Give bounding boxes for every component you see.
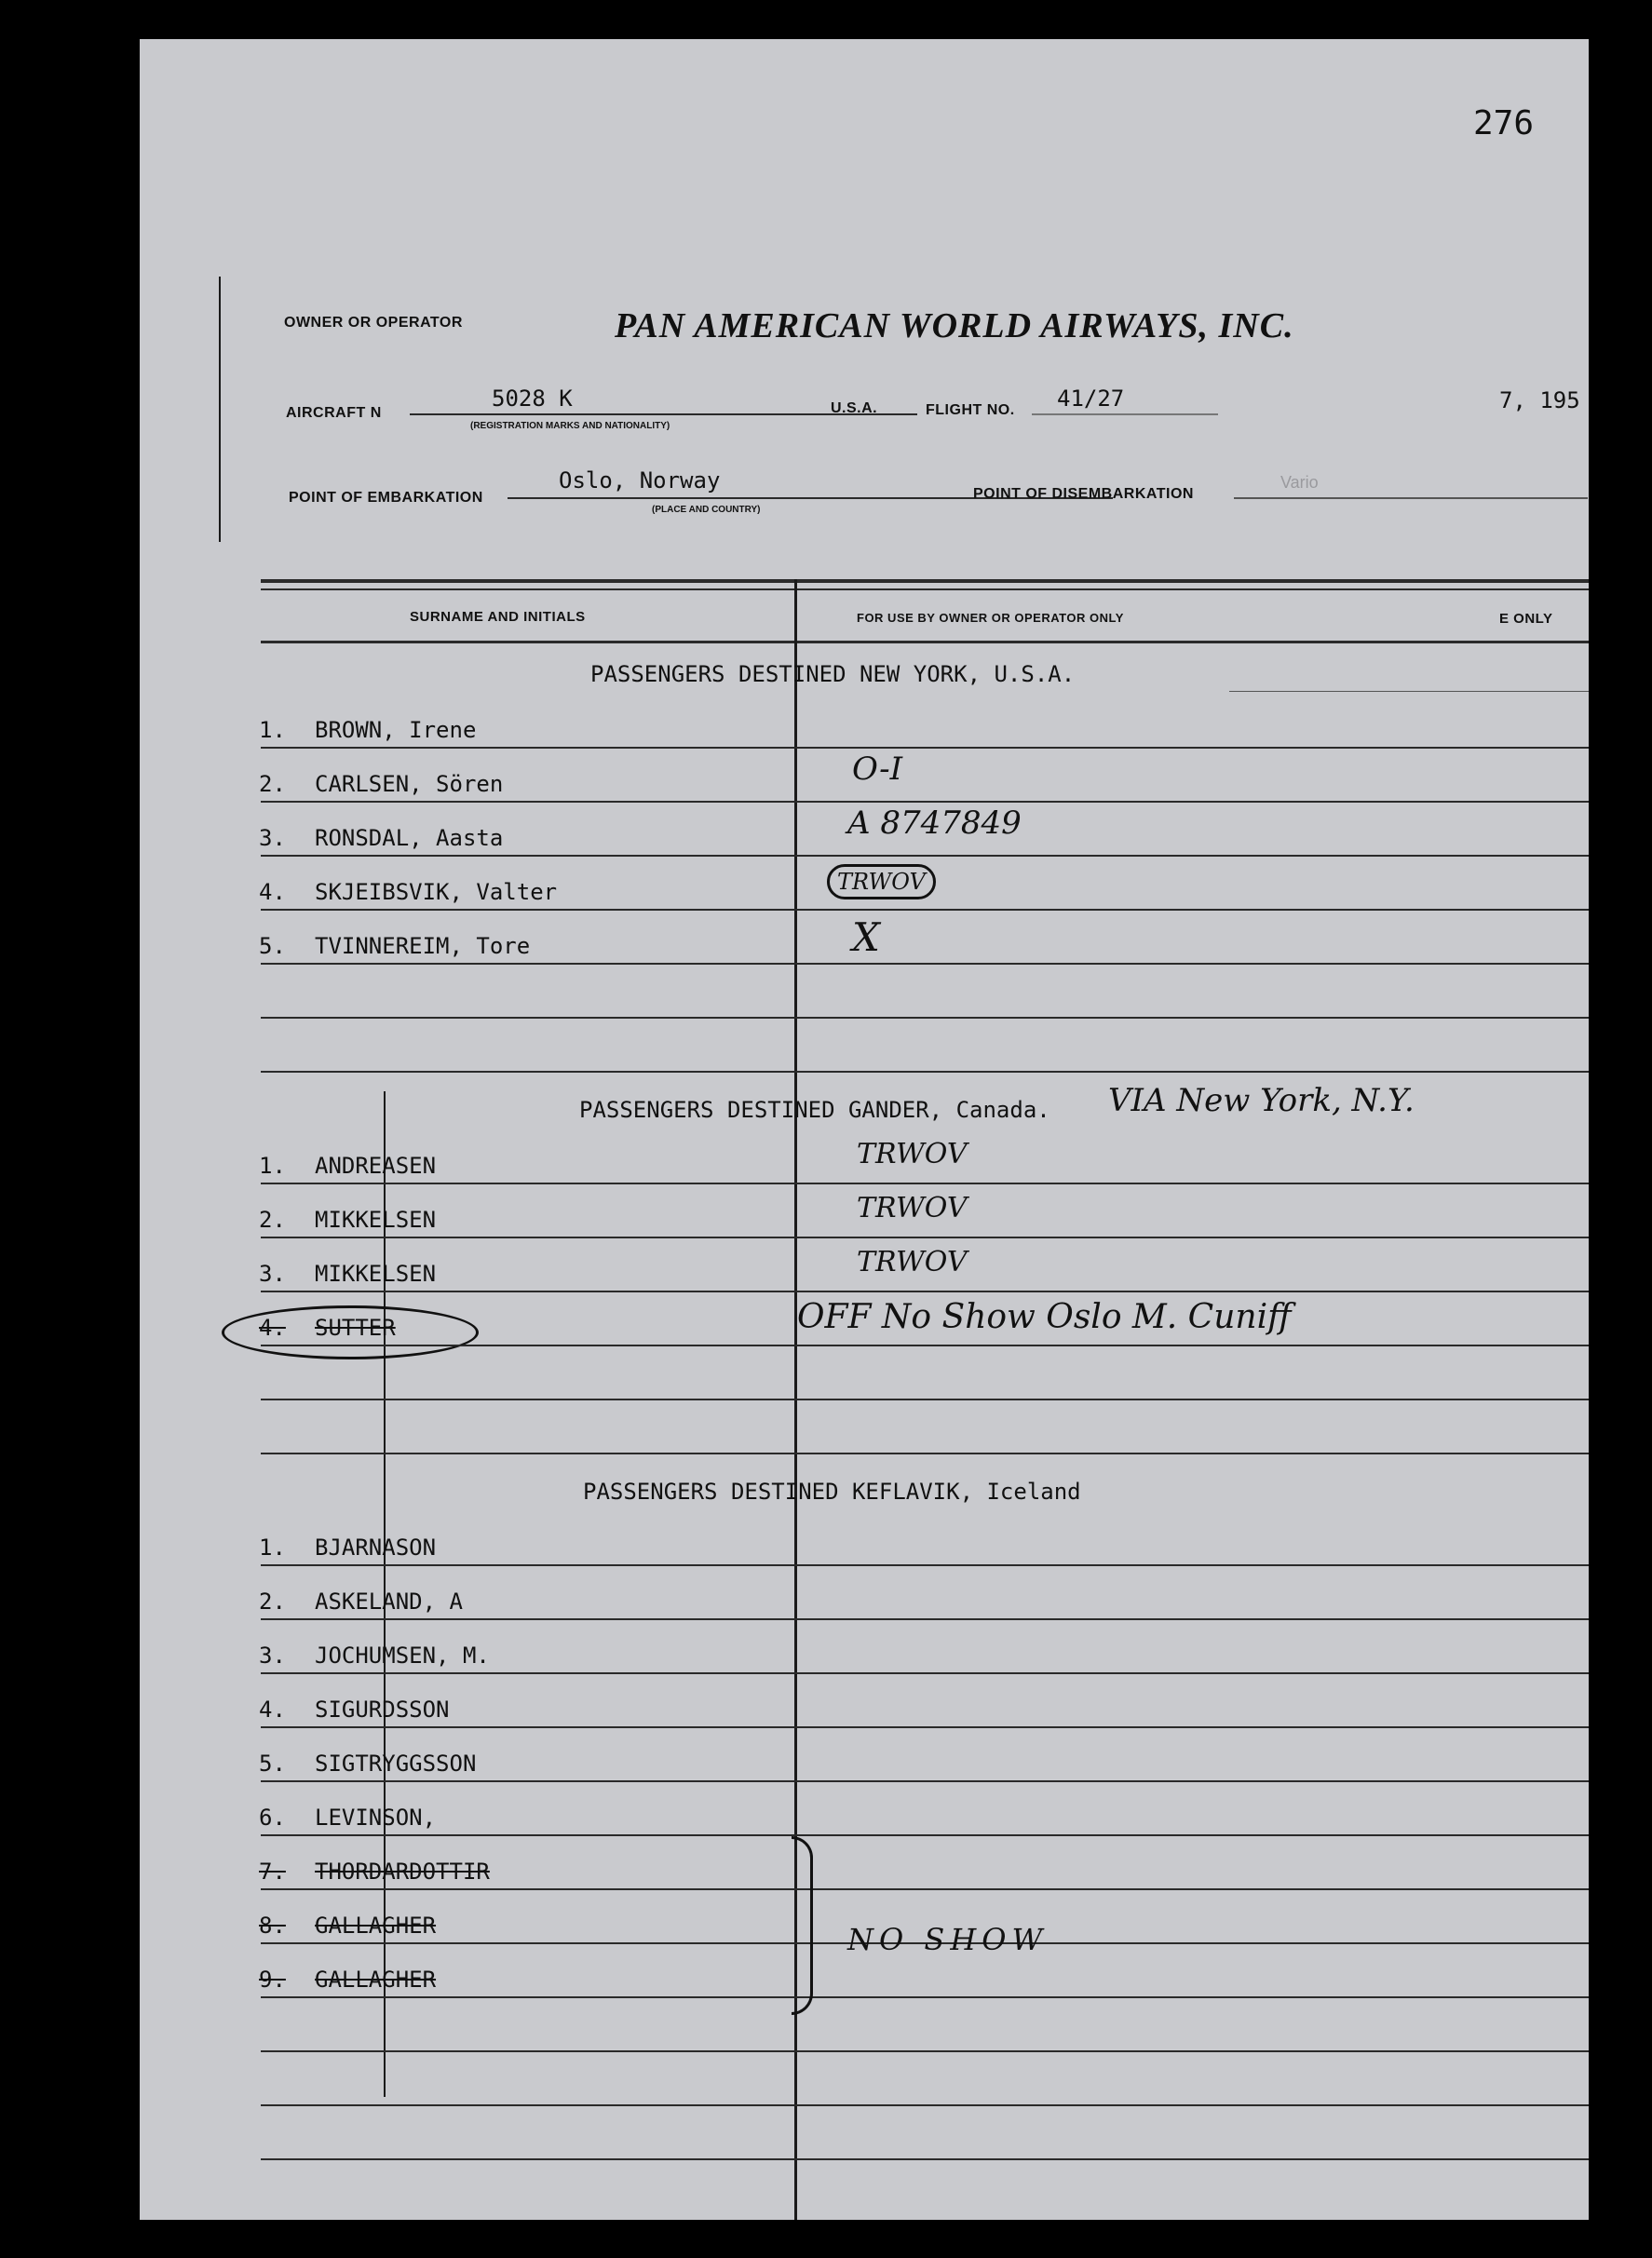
table-top-rule-2 [261, 588, 1589, 590]
embarkation-label: POINT OF EMBARKATION [289, 490, 483, 506]
passenger-name: SIGURDSSON [315, 1697, 450, 1723]
table-head-rule [261, 641, 1589, 643]
row-rule [261, 2104, 1589, 2106]
owner-label: OWNER OR OPERATOR [284, 315, 463, 331]
handwritten-note: TRWOV [857, 1246, 968, 1278]
passenger-number: 8. [259, 1913, 286, 1939]
disembarkation-underline [1234, 497, 1588, 499]
passenger-number: 4. [259, 1315, 286, 1341]
aircraft-value: 5028 K [492, 385, 573, 412]
date-fragment: 7, 195 [1499, 387, 1580, 413]
row-rule [261, 1564, 1589, 1566]
passenger-name: ASKELAND, A [315, 1589, 463, 1615]
passenger-name: SIGTRYGGSSON [315, 1751, 477, 1777]
row-rule [261, 1017, 1589, 1019]
column-owner-use: FOR USE BY OWNER OR OPERATOR ONLY [857, 611, 1124, 625]
row-rule [261, 1618, 1589, 1620]
passenger-number: 9. [259, 1967, 286, 1993]
handwritten-note: X [852, 914, 880, 960]
passenger-number: 2. [259, 1589, 286, 1615]
section-heading-gander: PASSENGERS DESTINED GANDER, Canada. [579, 1097, 1050, 1123]
passenger-number: 7. [259, 1859, 286, 1885]
handwritten-note: OFF No Show Oslo M. Cuniff [797, 1298, 1292, 1336]
row-rule [261, 963, 1589, 965]
table-top-rule [261, 579, 1589, 583]
row-rule [261, 1345, 1589, 1346]
passenger-name: TVINNEREIM, Tore [315, 933, 531, 959]
row-rule [261, 1183, 1589, 1184]
passenger-number: 2. [259, 771, 286, 797]
aircraft-label: AIRCRAFT N [286, 405, 382, 421]
row-rule [261, 2158, 1589, 2160]
passenger-number: 1. [259, 1153, 286, 1179]
handwritten-no-show: NO SHOW [847, 1922, 1049, 1957]
column-surname: SURNAME AND INITIALS [410, 609, 586, 625]
row-rule [261, 747, 1589, 749]
column-only-fragment: E ONLY [1499, 611, 1553, 627]
passenger-name: CARLSEN, Sören [315, 771, 504, 797]
manifest-sheet [140, 39, 1589, 2220]
airline-name: PAN AMERICAN WORLD AIRWAYS, INC. [615, 306, 1294, 345]
passenger-name: LEVINSON, [315, 1805, 437, 1831]
header-left-border [219, 277, 221, 542]
place-caption: (PLACE AND COUNTRY) [652, 505, 761, 515]
passenger-name: ANDREASEN [315, 1153, 437, 1179]
passenger-name: GALLAGHER [315, 1913, 437, 1939]
handwritten-note: TRWOV [827, 864, 936, 899]
passenger-name: RONSDAL, Aasta [315, 825, 504, 851]
row-rule [261, 1726, 1589, 1728]
passenger-number: 5. [259, 933, 286, 959]
row-rule [261, 1291, 1589, 1292]
passenger-number: 6. [259, 1805, 286, 1831]
passenger-number: 4. [259, 1697, 286, 1723]
row-rule [261, 1672, 1589, 1674]
row-rule [261, 2050, 1589, 2052]
section-heading-new-york: PASSENGERS DESTINED NEW YORK, U.S.A. [590, 661, 1076, 687]
passenger-name: MIKKELSEN [315, 1207, 437, 1233]
row-rule [261, 1453, 1589, 1454]
handwritten-circle [222, 1305, 479, 1359]
row-rule [261, 801, 1589, 803]
row-rule [261, 1399, 1589, 1400]
passenger-number: 1. [259, 1535, 286, 1561]
handwritten-bracket [792, 1836, 813, 2015]
row-rule [261, 1834, 1589, 1836]
handwritten-note: A 8747849 [847, 804, 1022, 842]
disembarkation-fragment: Vario [1280, 473, 1319, 492]
handwritten-note: O-I [852, 750, 903, 788]
handwritten-note: TRWOV [857, 1138, 968, 1170]
passenger-number: 1. [259, 717, 286, 743]
passenger-name: BROWN, Irene [315, 717, 477, 743]
passenger-name: SUTTER [315, 1315, 396, 1341]
row-rule [261, 1996, 1589, 1998]
section-heading-keflavik: PASSENGERS DESTINED KEFLAVIK, Iceland [583, 1479, 1081, 1505]
row-rule [261, 909, 1589, 911]
row-rule [261, 1780, 1589, 1782]
disembarkation-label: POINT OF DISEMBARKATION [973, 486, 1194, 502]
passenger-number: 5. [259, 1751, 286, 1777]
row-rule [261, 855, 1589, 857]
usa-label: U.S.A. [831, 400, 878, 416]
passenger-number: 3. [259, 1261, 286, 1287]
row-rule [261, 1237, 1589, 1238]
handwritten-heading-note: VIA New York, N.Y. [1108, 1082, 1415, 1119]
flight-underline [1032, 413, 1218, 415]
passenger-name: BJARNASON [315, 1535, 437, 1561]
passenger-name: MIKKELSEN [315, 1261, 437, 1287]
passenger-name: GALLAGHER [315, 1967, 437, 1993]
embarkation-value: Oslo, Norway [559, 467, 721, 494]
passenger-number: 3. [259, 1643, 286, 1669]
passenger-number: 4. [259, 879, 286, 905]
handwritten-note: TRWOV [857, 1192, 968, 1224]
passenger-name: JOCHUMSEN, M. [315, 1643, 490, 1669]
registration-caption: (REGISTRATION MARKS AND NATIONALITY) [470, 421, 670, 431]
passenger-number: 3. [259, 825, 286, 851]
page-number: 276 [1473, 104, 1535, 142]
flight-value: 41/27 [1057, 385, 1125, 412]
passenger-name: THORDARDOTTIR [315, 1859, 490, 1885]
row-rule [261, 1071, 1589, 1073]
passenger-number: 2. [259, 1207, 286, 1233]
passenger-name: SKJEIBSVIK, Valter [315, 879, 558, 905]
row-rule [261, 1888, 1589, 1890]
right-rule [1229, 691, 1589, 692]
flight-label: FLIGHT NO. [926, 402, 1015, 418]
